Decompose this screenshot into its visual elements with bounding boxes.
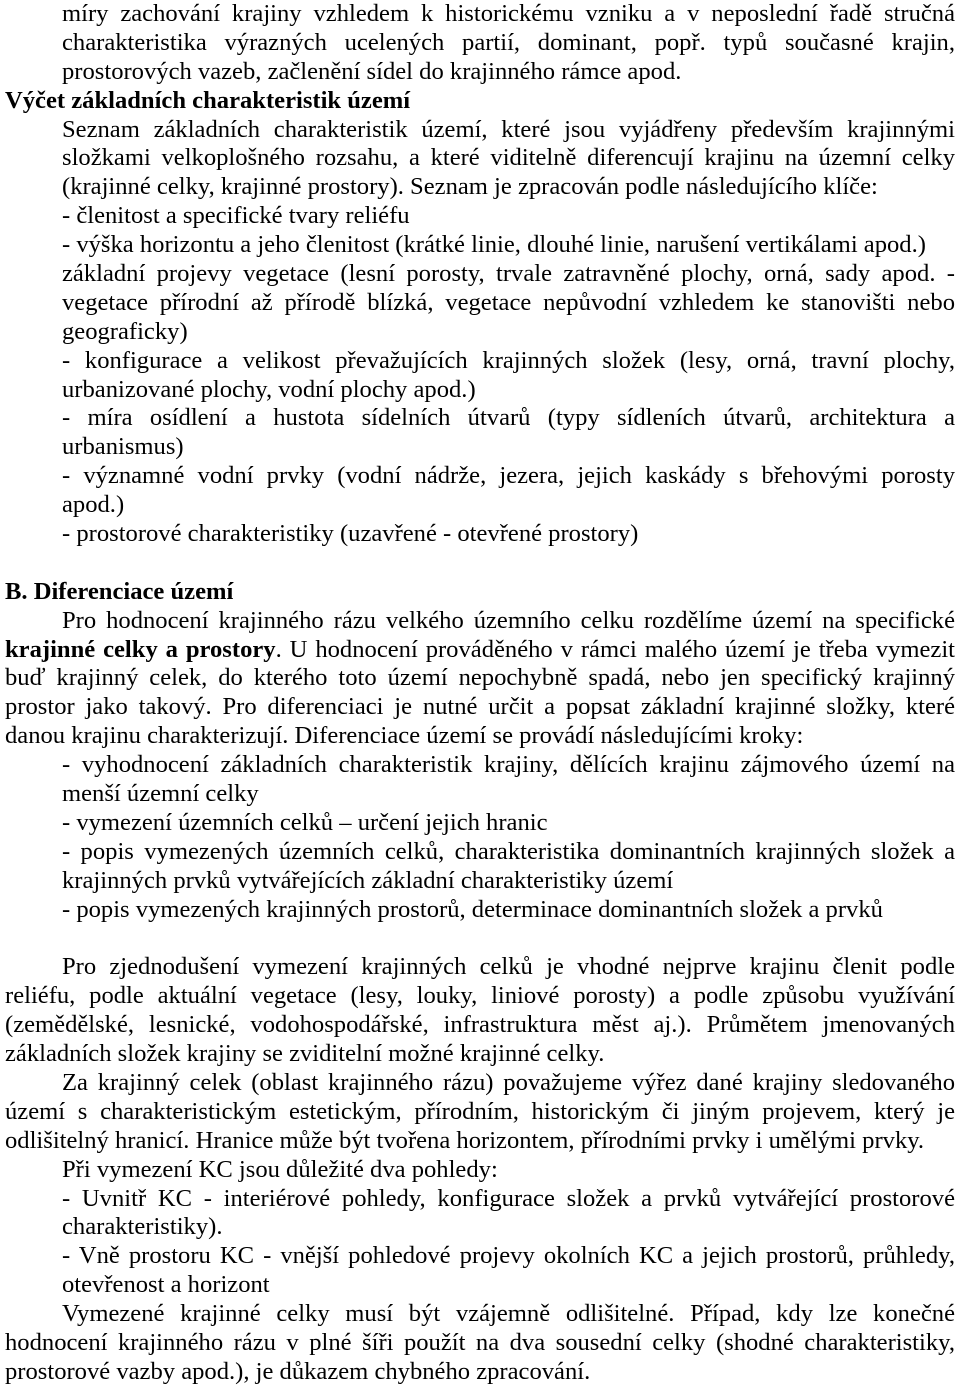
text-line: prostor jako takový. Pro diferenciaci je nutné určit a popsat základní krajinné složky, které (5, 693, 955, 721)
list-item: - Uvnitř KC - interiérové pohledy, konfigurace složek a prvků vytvářející prostorové (62, 1184, 955, 1212)
paragraph-conclusion (0, 1300, 960, 1387)
list-item: - výška horizontu a jeho členitost (krátké linie, dlouhé linie, narušení vertikálami apod.) (62, 231, 926, 259)
section-characteristics (0, 87, 960, 549)
text-line: Vymezené krajinné celky musí být vzájemně odlišitelné. Případ, kdy lze konečné (62, 1300, 955, 1328)
text-fragment: . U hodnocení prováděného v rámci malého území je třeba vymezit (275, 635, 955, 663)
text-line: (krajinné celky, krajinné prostory). Seznam je zpracován podle následujícího klíče: (62, 173, 878, 201)
text-line: složkami velkoplošného rozsahu, a které viditelně diferencují krajinu na územní celky (62, 144, 955, 172)
text-line: Za krajinný celek (oblast krajinného rázu) považujeme výřez dané krajiny sledovaného (62, 1068, 955, 1096)
bold-term: krajinné celky a prostory (5, 635, 276, 663)
text-line: buď krajinný celek, do kterého toto území nepochybně spadá, nebo jen specifický krajinný (5, 664, 955, 692)
text-line: prostorové vazby apod.), je důkazem chybného zpracování. (5, 1357, 591, 1385)
blank-line (0, 925, 960, 954)
text-line: danou krajinu charakterizují. Diferenciace území se provádí následujícími kroky: (5, 722, 804, 750)
list-item: - konfigurace a velikost převažujících krajinných složek (lesy, orná, travní plochy, (62, 346, 955, 374)
text-line (5, 636, 955, 665)
list-item: - Vně prostoru KC - vnější pohledové projevy okolních KC a jejich prostorů, průhledy, (62, 1242, 955, 1270)
text-line: urbanizované plochy, vodní plochy apod.) (62, 375, 476, 403)
text-line: vegetace přírodní až přírodě blízká, vegetace nepůvodní vzhledem ke stanovišti nebo (62, 288, 955, 316)
text-line: urbanismus) (62, 433, 184, 461)
text-line: Seznam základních charakteristik území, které jsou vyjádřeny především krajinnými (62, 115, 955, 143)
list-item: - významné vodní prvky (vodní nádrže, jezera, jejich kaskády s břehovými porosty (62, 462, 955, 490)
paragraph-viewpoints (0, 1156, 960, 1300)
text-line: území s charakteristickým estetickým, přírodním, historickým či jiným projevem, který je (5, 1097, 955, 1125)
list-item: - vyhodnocení základních charakteristik krajiny, dělících krajinu zájmového území na (62, 751, 955, 779)
list-item: - popis vymezených územních celků, charakteristika dominantních krajinných složek a (62, 837, 955, 865)
paragraph-intro (0, 0, 960, 87)
list-item: - členitost a specifické tvary reliéfu (62, 202, 410, 230)
text-line: prostorových vazeb, začlenění sídel do krajinného rámce apod. (62, 57, 682, 85)
paragraph-simplification (0, 953, 960, 1069)
text-line: Pro zjednodušení vymezení krajinných celků je vhodné nejprve krajinu členit podle (62, 953, 955, 981)
text-line: menší územní celky (62, 780, 259, 808)
text-line: otevřenost a horizont (62, 1271, 270, 1299)
list-item: základní projevy vegetace (lesní porosty, trvale zatravněné plochy, orná, sady apod. - (62, 260, 955, 288)
blank-line (0, 549, 960, 578)
list-item: - vymezení územních celků – určení jejich hranic (62, 808, 548, 836)
text-line: základních složek krajiny se zviditelní možné krajinné celky. (5, 1040, 605, 1068)
text-line: (zemědělské, lesnické, vodohospodářské, infrastruktura měst aj.). Průmětem jmenovaných (5, 1011, 955, 1039)
text-line: charakteristika výrazných ucelených partií, dominant, popř. typů současné krajin, (62, 28, 955, 56)
text-line: geograficky) (62, 317, 188, 345)
text-line: charakteristiky). (62, 1213, 223, 1241)
section-heading: Výčet základních charakteristik území (5, 86, 411, 114)
list-item: - míra osídlení a hustota sídelních útvarů (typy sídleních útvarů, architektura a (62, 404, 955, 432)
text-line: Při vymezení KC jsou důležité dva pohledy: (62, 1155, 498, 1183)
text-line: reliéfu, podle aktuální vegetace (lesy, louky, liniové porosty) a podle způsobu využívání (5, 982, 955, 1010)
section-heading: B. Diferenciace území (5, 577, 234, 605)
list-item: - popis vymezených krajinných prostorů, determinace dominantních složek a prvků (62, 895, 883, 923)
text-line: míry zachování krajiny vzhledem k historickému vzniku a v neposlední řadě stručná (62, 0, 955, 27)
text-line: odlišitelný hranicí. Hranice může být tvořena horizontem, přírodními prvky i umělými prvky. (5, 1126, 925, 1154)
text-line: krajinných prvků vytvářejících základní charakteristiky území (62, 866, 674, 894)
section-differentiation (0, 578, 960, 925)
text-line: hodnocení krajinného rázu v plné šíři použít na dva sousední celky (shodné charakteristiky, (5, 1328, 955, 1356)
text-line: apod.) (62, 491, 125, 519)
text-line: Pro hodnocení krajinného rázu velkého územního celku rozdělíme území na specifické (62, 606, 955, 634)
list-item: - prostorové charakteristiky (uzavřené - otevřené prostory) (62, 520, 639, 548)
paragraph-landscape-unit (0, 1069, 960, 1156)
